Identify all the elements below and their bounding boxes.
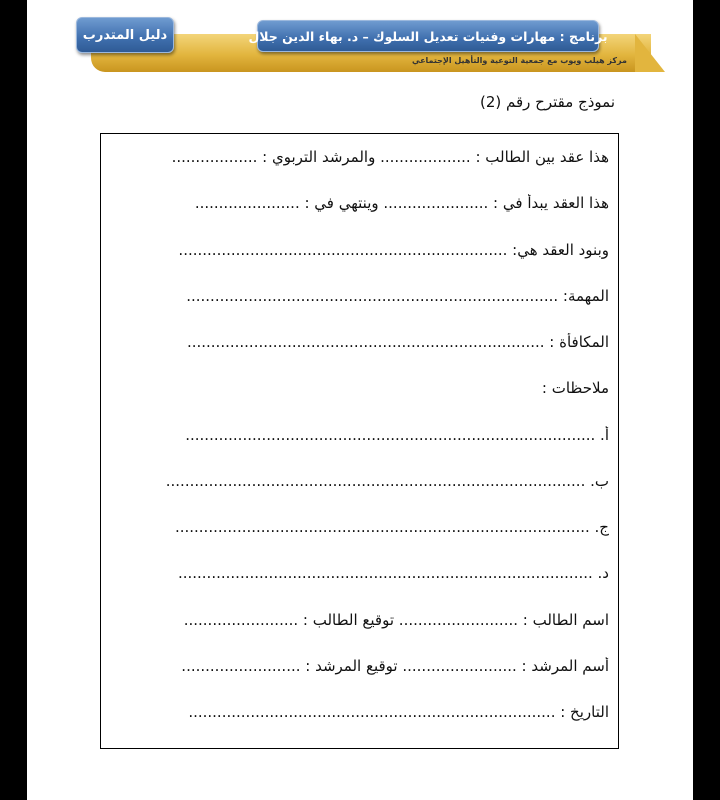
form-line-date: التاريخ : ............................................................................. [188, 703, 609, 721]
form-line-reward: المكافأة : ........................................................................... [186, 333, 609, 351]
header-band-tail [635, 34, 665, 72]
form-line-note-c: ج. ....................................................................................... [174, 518, 609, 536]
form-line-student: اسم الطالب : ......................... توقيع الطالب : ........................ [183, 611, 609, 629]
document-page [27, 0, 693, 800]
form-line-notes: ملاحظات : [541, 379, 609, 397]
form-line-task: المهمة: .............................................................................. [186, 287, 609, 305]
trainee-guide-tab: دليل المتدرب [76, 17, 174, 53]
program-title-tab: برنامج : مهارات وفنيات تعديل السلوك – د. بهاء الدين جلال [257, 20, 599, 52]
form-line-note-d: د. ....................................................................................... [177, 564, 609, 582]
form-line-note-a: أ. ...................................................................................... [185, 426, 609, 444]
contract-form [100, 133, 619, 749]
form-line-parties: هذا عقد بين الطالب : ................... والمرشد التربوي : .................. [171, 148, 609, 166]
form-line-note-b: ب. ........................................................................................ [165, 472, 609, 490]
form-line-counselor: أسم المرشد : ........................ توقيع المرشد : ......................... [181, 657, 609, 675]
form-line-dates: هذا العقد يبدأ في : ...................... وينتهي في : ...................... [194, 194, 609, 212]
header-subtitle: مركز هيلب ويوب مع جمعية التوعية والتأهيل الإجتماعي [411, 56, 627, 65]
form-line-terms: وبنود العقد هي: ..................................................................... [178, 241, 609, 259]
form-heading: نموذج مقترح رقم (2) [479, 93, 615, 111]
